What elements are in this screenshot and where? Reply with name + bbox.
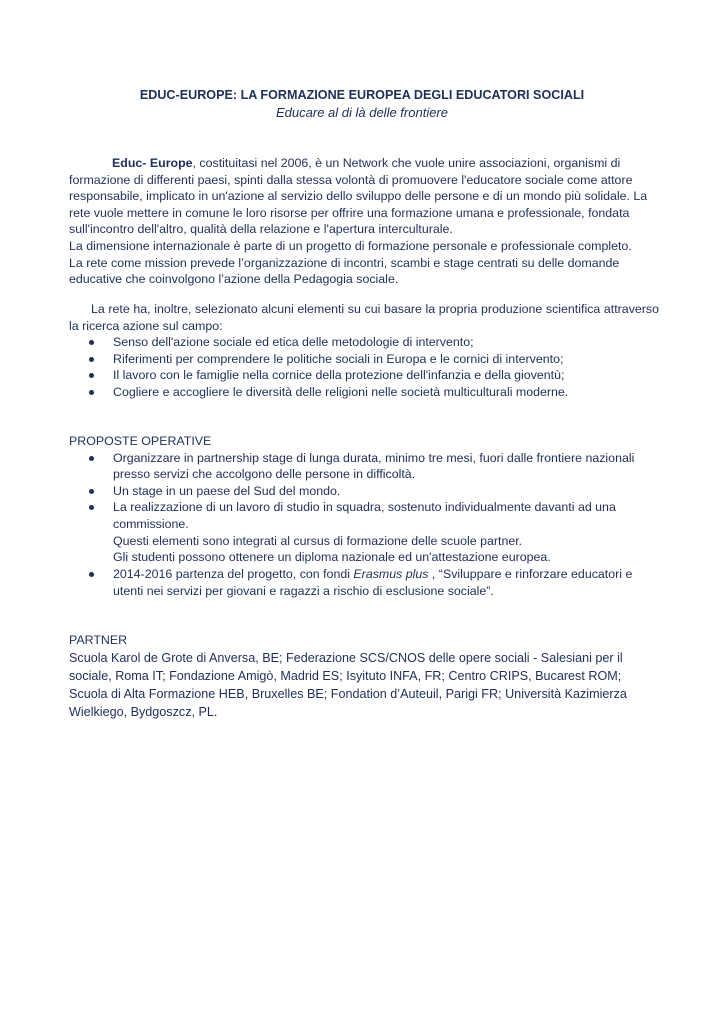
bullet-icon — [89, 572, 94, 577]
intro-line-international: La dimensione internazionale è parte di un progetto di formazione personale e professionale completo. — [69, 238, 632, 253]
list-item: La realizzazione di un lavoro di studio in squadra, sostenuto individualmente davanti ad una commissione. — [69, 499, 659, 532]
proposals-heading: PROPOSTE OPERATIVE — [69, 434, 212, 448]
research-list — [69, 334, 659, 400]
list-item: Senso dell'azione sociale ed etica delle metodologie di intervento; — [69, 334, 659, 351]
proposals-list — [69, 450, 659, 533]
intro-text: , costituitasi nel 2006, è un Network che vuole unire associazioni, organismi di formazione di differenti paesi, spinti dalla stessa volontà di promuovere l'educatore sociale come attore responsabile, implicato in un'azione al servizio dello sviluppo delle persone e di un mondo più solidale. La rete vuole mettere in comune le loro risorse per offrire una formazione umana e professionale, fondata sull'incontro dell'altro, qualità della relazione e l'apertura interculturale. — [69, 156, 648, 237]
list-item: Riferimenti per comprendere le politiche sociali in Europa e le cornici di intervento; — [69, 351, 659, 368]
document-subtitle: Educare al di là delle frontiere — [276, 105, 448, 120]
bullet-icon — [89, 390, 94, 395]
bullet-icon — [89, 489, 94, 494]
bullet-icon — [89, 373, 94, 378]
proposals-note-diploma: Gli studenti possono ottenere un diploma nazionale ed un'attestazione europea. — [113, 550, 551, 565]
bullet-icon — [89, 456, 94, 461]
proposals-note-integration: Questi elementi sono integrati al cursus di formazione delle scuole partner. — [113, 533, 523, 548]
program-name: Erasmus plus — [353, 566, 429, 581]
list-item: Cogliere e accogliere le diversità delle religioni nelle società multiculturali moderne. — [69, 384, 659, 401]
research-lead: La rete ha, inoltre, selezionato alcuni elementi su cui basare la propria produzione scientifica attraverso la ricerca azione sul campo: — [69, 302, 659, 333]
partner-list: Scuola Karol de Grote di Anversa, BE; Federazione SCS/CNOS delle opere sociali - Salesiani per il sociale, Roma IT; Fondazione Amigò, Madrid ES; Isyituto INFA, FR; Centro CRIPS, Bucarest ROM; Scuola di Alta Formazione HEB, Bruxelles BE; Fondation d’Auteuil, Parigi FR; Università Kazimierza Wielkiego, Bydgoszcz, PL. — [69, 650, 627, 720]
list-item: Organizzare in partnership stage di lunga durata, minimo tre mesi, fuori dalle frontiere nazionali presso servizi che accolgono delle persone in difficoltà. — [69, 450, 659, 483]
list-item: 2014-2016 partenza del progetto, con fondi Erasmus plus , “Sviluppare e rinforzare educatori e utenti nei servizi per giovani e ragazzi a rischio di esclusione sociale”. — [69, 566, 659, 600]
bullet-icon — [89, 340, 94, 345]
intro-line-mission: La rete come mission prevede l’organizzazione di incontri, scambi e stage centrati su delle domande educative che coinvolgono l’azione della Pedagogia sociale. — [69, 255, 620, 287]
document-title: EDUC-EUROPE: LA FORMAZIONE EUROPEA DEGLI EDUCATORI SOCIALI — [139, 88, 585, 102]
intro-section — [69, 155, 659, 288]
list-item: Un stage in un paese del Sud del mondo. — [69, 483, 659, 500]
proposals-section — [69, 433, 659, 600]
list-item: Il lavoro con le famiglie nella cornice della protezione dell'infanzia e della gioventù; — [69, 367, 659, 384]
partner-section — [69, 632, 659, 721]
research-section — [69, 301, 659, 401]
bullet-icon — [89, 505, 94, 510]
network-name: Educ- Europe — [112, 156, 193, 170]
proposals-list-continued — [69, 566, 659, 600]
bullet-icon — [89, 357, 94, 362]
partner-heading: PARTNER — [69, 633, 128, 647]
intro-paragraph — [69, 155, 659, 238]
